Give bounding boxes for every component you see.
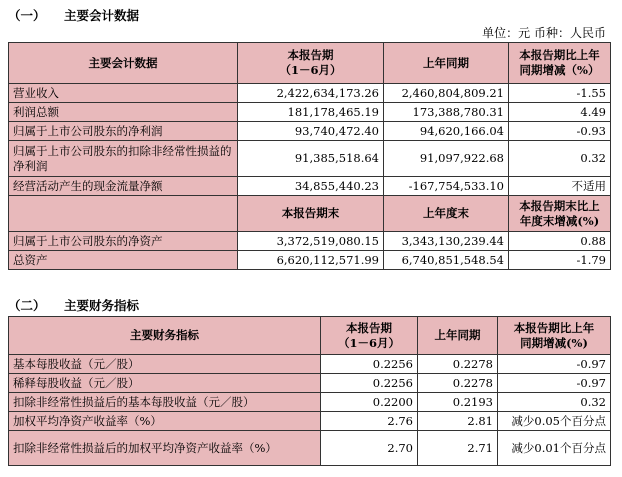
table1-header — [9, 43, 611, 84]
table-row — [9, 177, 611, 196]
row-prior-value: 173,388,780.31 — [384, 103, 509, 122]
section2-title-text: 主要财务指标 — [64, 298, 140, 313]
row-label: 扣除非经常性损益后的基本每股收益（元／股） — [9, 393, 321, 412]
main-financial-indicators-table — [8, 316, 611, 466]
table2-header — [9, 317, 611, 355]
row-change-value: 0.32 — [498, 393, 611, 412]
table-row — [9, 232, 611, 251]
section1-title-text: 主要会计数据 — [64, 8, 140, 23]
row-change-value: 0.32 — [509, 141, 611, 177]
header-prior: 上年度末 — [384, 196, 509, 232]
unit-currency-note: 单位：元 币种：人民币 — [482, 26, 606, 40]
row-label: 利润总额 — [9, 103, 238, 122]
header-label — [9, 196, 238, 232]
row-change-value: 0.88 — [509, 232, 611, 251]
row-change-value: 减少0.01个百分点 — [498, 431, 611, 466]
row-change-value: -0.97 — [498, 374, 611, 393]
table-row — [9, 84, 611, 103]
row-current-value: 6,620,112,571.99 — [238, 251, 384, 270]
row-label: 稀释每股收益（元／股） — [9, 374, 321, 393]
header-current: 本报告期 （1－6月） — [321, 317, 418, 355]
row-label: 加权平均净资产收益率（%） — [9, 412, 321, 431]
row-label: 总资产 — [9, 251, 238, 270]
header-change: 本报告期末比上 年度末增减(%) — [509, 196, 611, 232]
row-prior-value: 0.2278 — [418, 355, 498, 374]
row-label: 归属于上市公司股东的净资产 — [9, 232, 238, 251]
row-current-value: 2.76 — [321, 412, 418, 431]
row-prior-value: 0.2193 — [418, 393, 498, 412]
header-current: 本报告期末 — [238, 196, 384, 232]
row-change-value: 4.49 — [509, 103, 611, 122]
row-prior-value: 2,460,804,809.21 — [384, 84, 509, 103]
row-change-value: -1.55 — [509, 84, 611, 103]
row-label: 归属于上市公司股东的净利润 — [9, 122, 238, 141]
row-label: 经营活动产生的现金流量净额 — [9, 177, 238, 196]
row-change-value: 减少0.05个百分点 — [498, 412, 611, 431]
row-label: 基本每股收益（元／股） — [9, 355, 321, 374]
table-row — [9, 393, 611, 412]
table-row — [9, 412, 611, 431]
table1-header2 — [9, 196, 611, 232]
row-prior-value: 94,620,166.04 — [384, 122, 509, 141]
header-prior: 上年同期 — [418, 317, 498, 355]
table-row — [9, 374, 611, 393]
header-prior: 上年同期 — [384, 43, 509, 84]
row-prior-value: 91,097,922.68 — [384, 141, 509, 177]
section1-number: （一） — [8, 8, 46, 23]
row-prior-value: 0.2278 — [418, 374, 498, 393]
table-row — [9, 103, 611, 122]
table-row — [9, 141, 611, 177]
row-current-value: 34,855,440.23 — [238, 177, 384, 196]
section1-title — [8, 6, 139, 24]
row-current-value: 181,178,465.19 — [238, 103, 384, 122]
row-label: 扣除非经常性损益后的加权平均净资产收益率（%） — [9, 431, 321, 466]
row-prior-value: 2.81 — [418, 412, 498, 431]
header-change: 本报告期比上年 同期增减（%） — [509, 43, 611, 84]
section2-number: （二） — [8, 298, 46, 313]
header-current: 本报告期 （1－6月） — [238, 43, 384, 84]
header-label: 主要会计数据 — [9, 43, 238, 84]
row-current-value: 0.2256 — [321, 374, 418, 393]
row-change-value: 不适用 — [509, 177, 611, 196]
row-change-value: -0.93 — [509, 122, 611, 141]
row-change-value: -1.79 — [509, 251, 611, 270]
row-label: 营业收入 — [9, 84, 238, 103]
row-current-value: 2.70 — [321, 431, 418, 466]
row-prior-value: -167,754,533.10 — [384, 177, 509, 196]
row-current-value: 93,740,472.40 — [238, 122, 384, 141]
row-change-value: -0.97 — [498, 355, 611, 374]
table-row — [9, 122, 611, 141]
section2-title — [8, 296, 139, 314]
row-current-value: 3,372,519,080.15 — [238, 232, 384, 251]
table-row — [9, 431, 611, 466]
main-accounting-data-table — [8, 42, 611, 270]
row-current-value: 2,422,634,173.26 — [238, 84, 384, 103]
header-label: 主要财务指标 — [9, 317, 321, 355]
row-label: 归属于上市公司股东的扣除非经常性损益的净利润 — [9, 141, 238, 177]
row-prior-value: 6,740,851,548.54 — [384, 251, 509, 270]
table-row — [9, 251, 611, 270]
row-prior-value: 3,343,130,239.44 — [384, 232, 509, 251]
row-current-value: 91,385,518.64 — [238, 141, 384, 177]
row-prior-value: 2.71 — [418, 431, 498, 466]
table-row — [9, 355, 611, 374]
row-current-value: 0.2256 — [321, 355, 418, 374]
header-change: 本报告期比上年 同期增减(%) — [498, 317, 611, 355]
row-current-value: 0.2200 — [321, 393, 418, 412]
